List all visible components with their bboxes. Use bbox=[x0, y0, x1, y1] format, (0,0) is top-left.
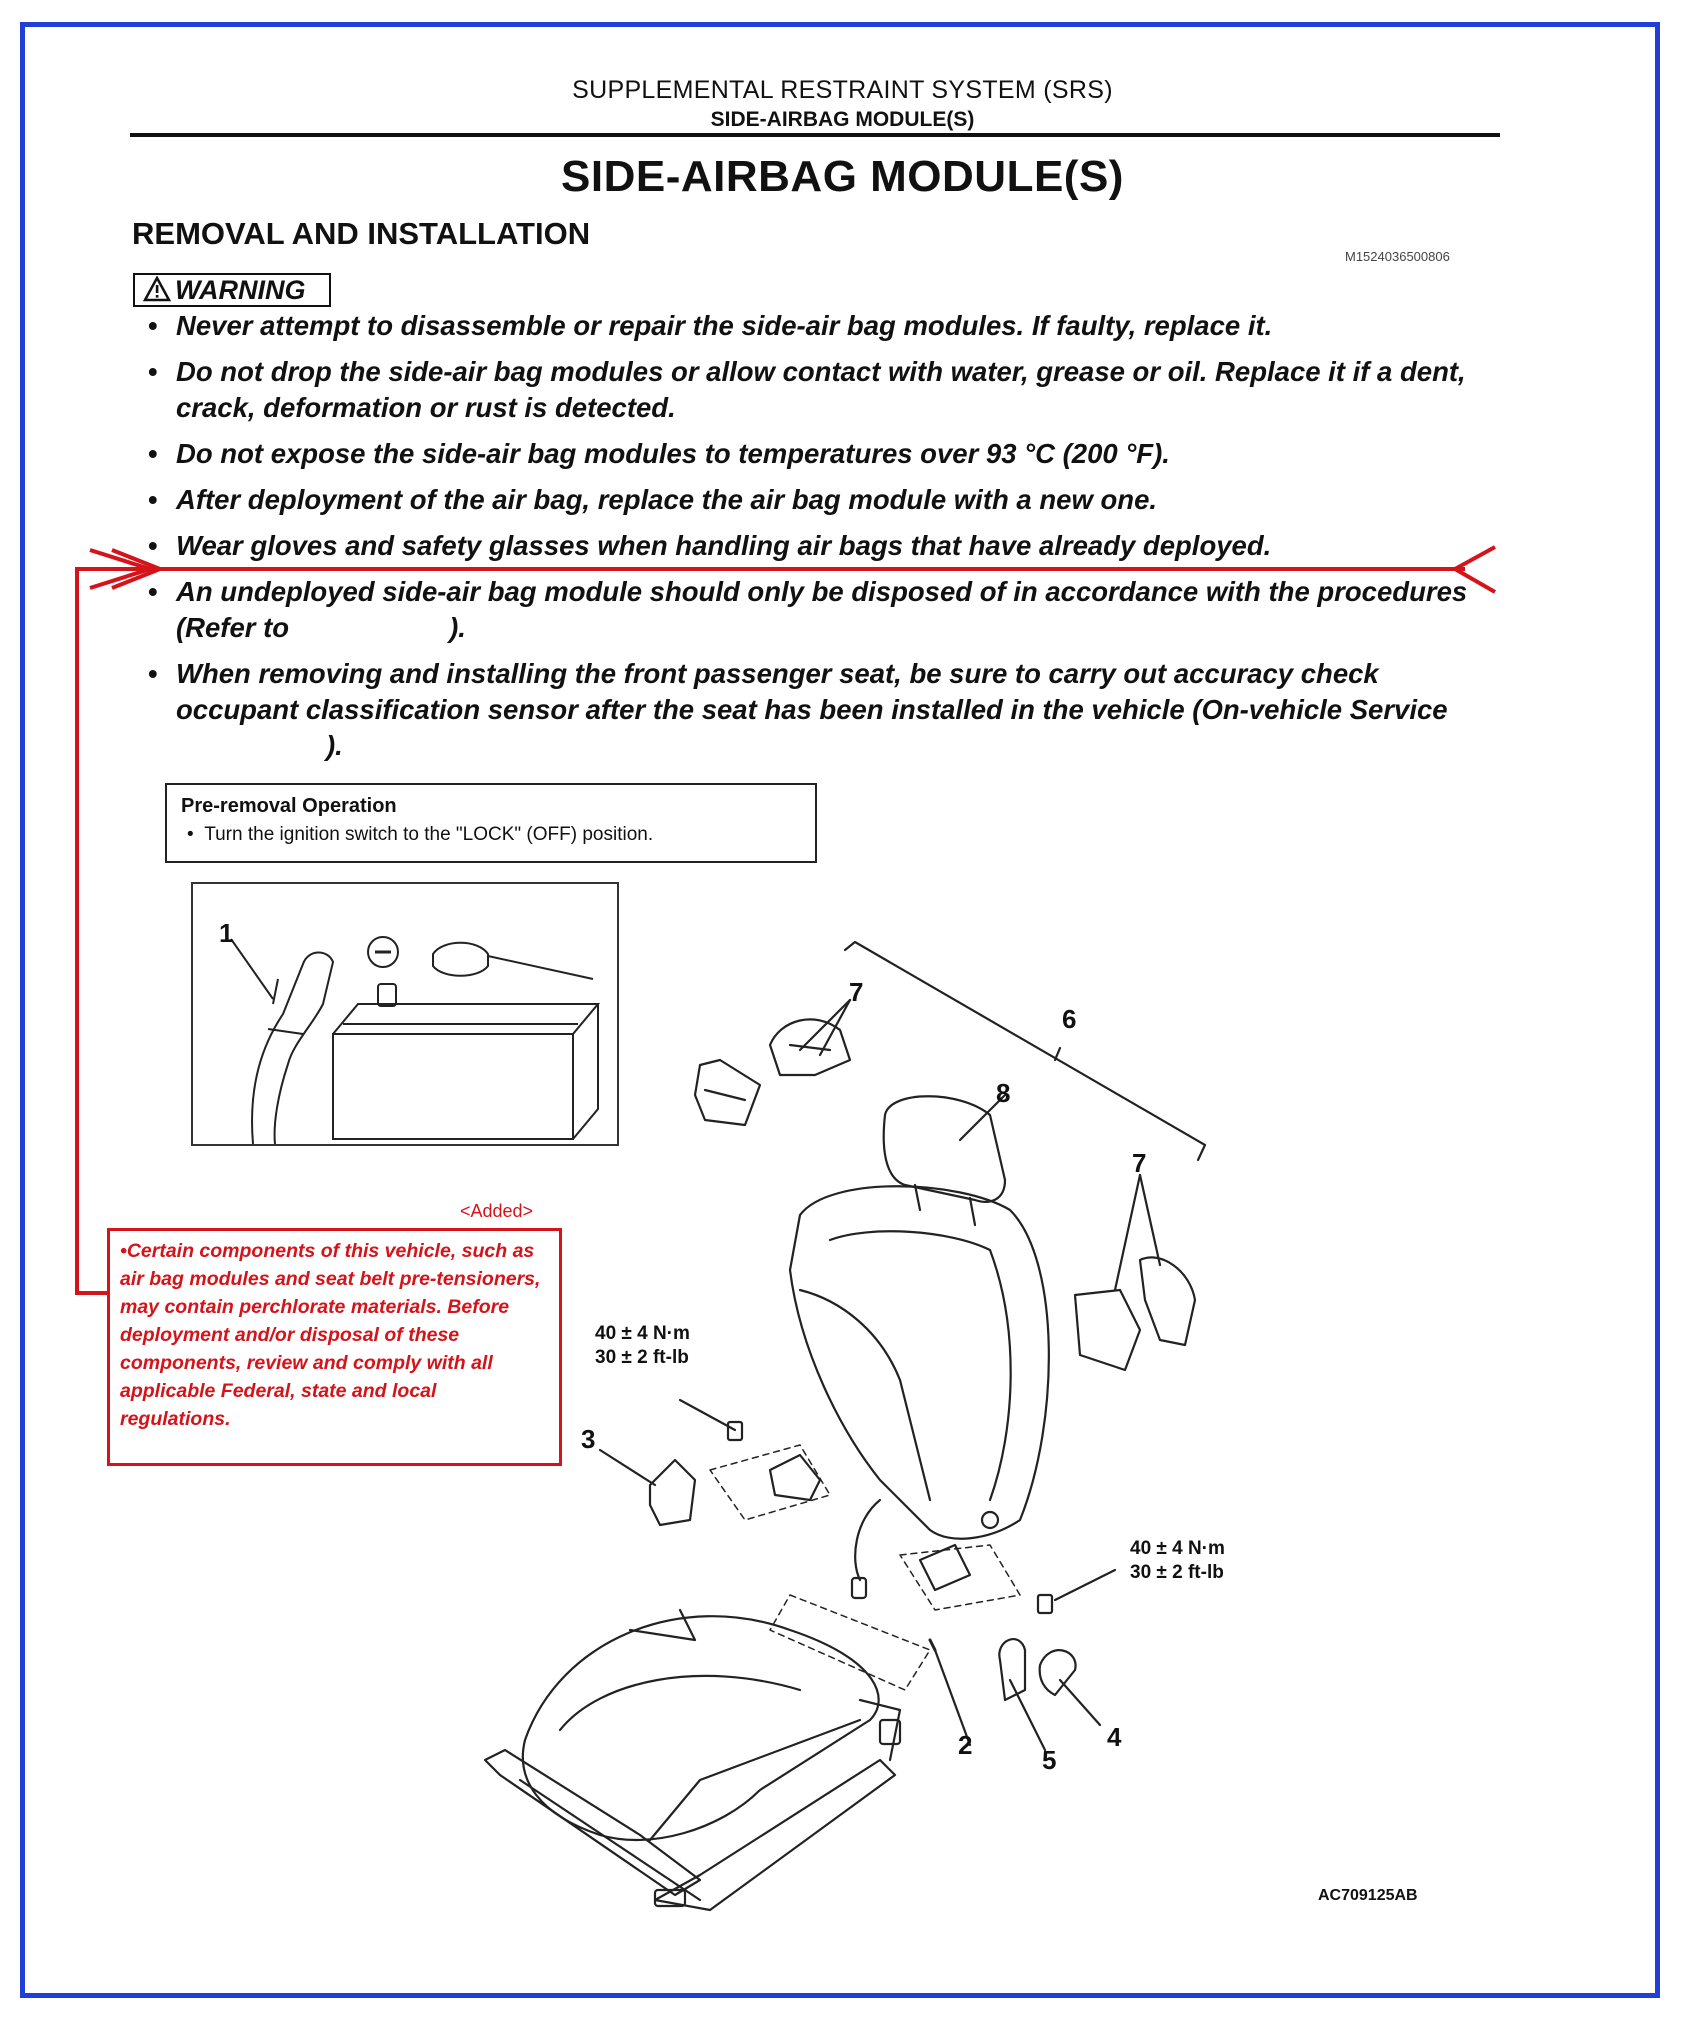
added-note-text: •Certain components of this vehicle, such as air bag modules and seat belt pre-tensioners, may contain perchlorate materials. Before deployment and/or disposal of these components, review and comply with all applicable Federal, state and local regulations. bbox=[120, 1240, 541, 1430]
callout-6: 6 bbox=[1062, 1004, 1077, 1034]
warning-label: WARNING bbox=[175, 275, 306, 305]
page-title: SIDE-AIRBAG MODULE(S) bbox=[561, 152, 1124, 201]
airbag-cover-right bbox=[1075, 1290, 1140, 1370]
callout-5: 5 bbox=[1042, 1745, 1057, 1775]
warning-item: • Wear gloves and safety glasses when handling air bags that have already deployed. bbox=[148, 528, 1498, 564]
seat-cushion bbox=[523, 1616, 879, 1840]
added-tag: <Added> bbox=[460, 1201, 534, 1221]
part-3-cover bbox=[650, 1460, 695, 1525]
bracket-6 bbox=[845, 942, 1205, 1160]
torque-spec-left: 40 ± 4 N·m 30 ± 2 ft-lb bbox=[595, 1323, 690, 1368]
callout-3: 3 bbox=[581, 1424, 596, 1454]
warning-item: • When removing and installing the front passenger seat, be sure to carry out accuracy check occupant classification sensor after the seat has been installed in the vehicle (On-vehicle Service). bbox=[148, 656, 1498, 764]
airbag-module-right bbox=[1140, 1257, 1195, 1345]
document-id: M1524036500806 bbox=[1345, 249, 1450, 264]
callout-1: 1 bbox=[219, 918, 234, 948]
section-heading: REMOVAL AND INSTALLATION bbox=[132, 216, 591, 251]
callout-2: 2 bbox=[958, 1730, 973, 1760]
part-5-bracket bbox=[999, 1639, 1025, 1700]
seat-rail-front bbox=[655, 1760, 895, 1910]
warning-item: • After deployment of the air bag, replace the air bag module with a new one. bbox=[148, 482, 1498, 518]
seat-rail-left bbox=[485, 1750, 700, 1895]
header-module: SIDE-AIRBAG MODULE(S) bbox=[710, 108, 975, 131]
preremoval-heading: Pre-removal Operation bbox=[181, 795, 397, 817]
preremoval-item: • Turn the ignition switch to the "LOCK" (OFF) position. bbox=[187, 824, 654, 845]
warning-item: • Never attempt to disassemble or repair the side-air bag modules. If faulty, replace it. bbox=[148, 308, 1498, 344]
callout-7-left: 7 bbox=[849, 977, 864, 1007]
callout-8: 8 bbox=[996, 1078, 1011, 1108]
torque-spec-right: 40 ± 4 N·m 30 ± 2 ft-lb bbox=[1130, 1538, 1225, 1583]
callout-4: 4 bbox=[1107, 1722, 1122, 1752]
airbag-cover-left bbox=[695, 1060, 760, 1125]
warning-item: • Do not expose the side-air bag modules to temperatures over 93 °C (200 °F). bbox=[148, 436, 1498, 472]
callout-7-right: 7 bbox=[1132, 1148, 1147, 1178]
warning-item: • An undeployed side-air bag module should only be disposed of in accordance with the procedures (Refer to ). bbox=[148, 574, 1498, 646]
warning-item: • Do not drop the side-air bag modules or allow contact with water, grease or oil. Replace it if a dent, crack, deformation or rust is detected. bbox=[148, 354, 1498, 426]
figure-id: AC709125AB bbox=[1318, 1887, 1418, 1904]
part-4-cover bbox=[1040, 1650, 1076, 1695]
header-system: SUPPLEMENTAL RESTRAINT SYSTEM (SRS) bbox=[572, 76, 1113, 104]
